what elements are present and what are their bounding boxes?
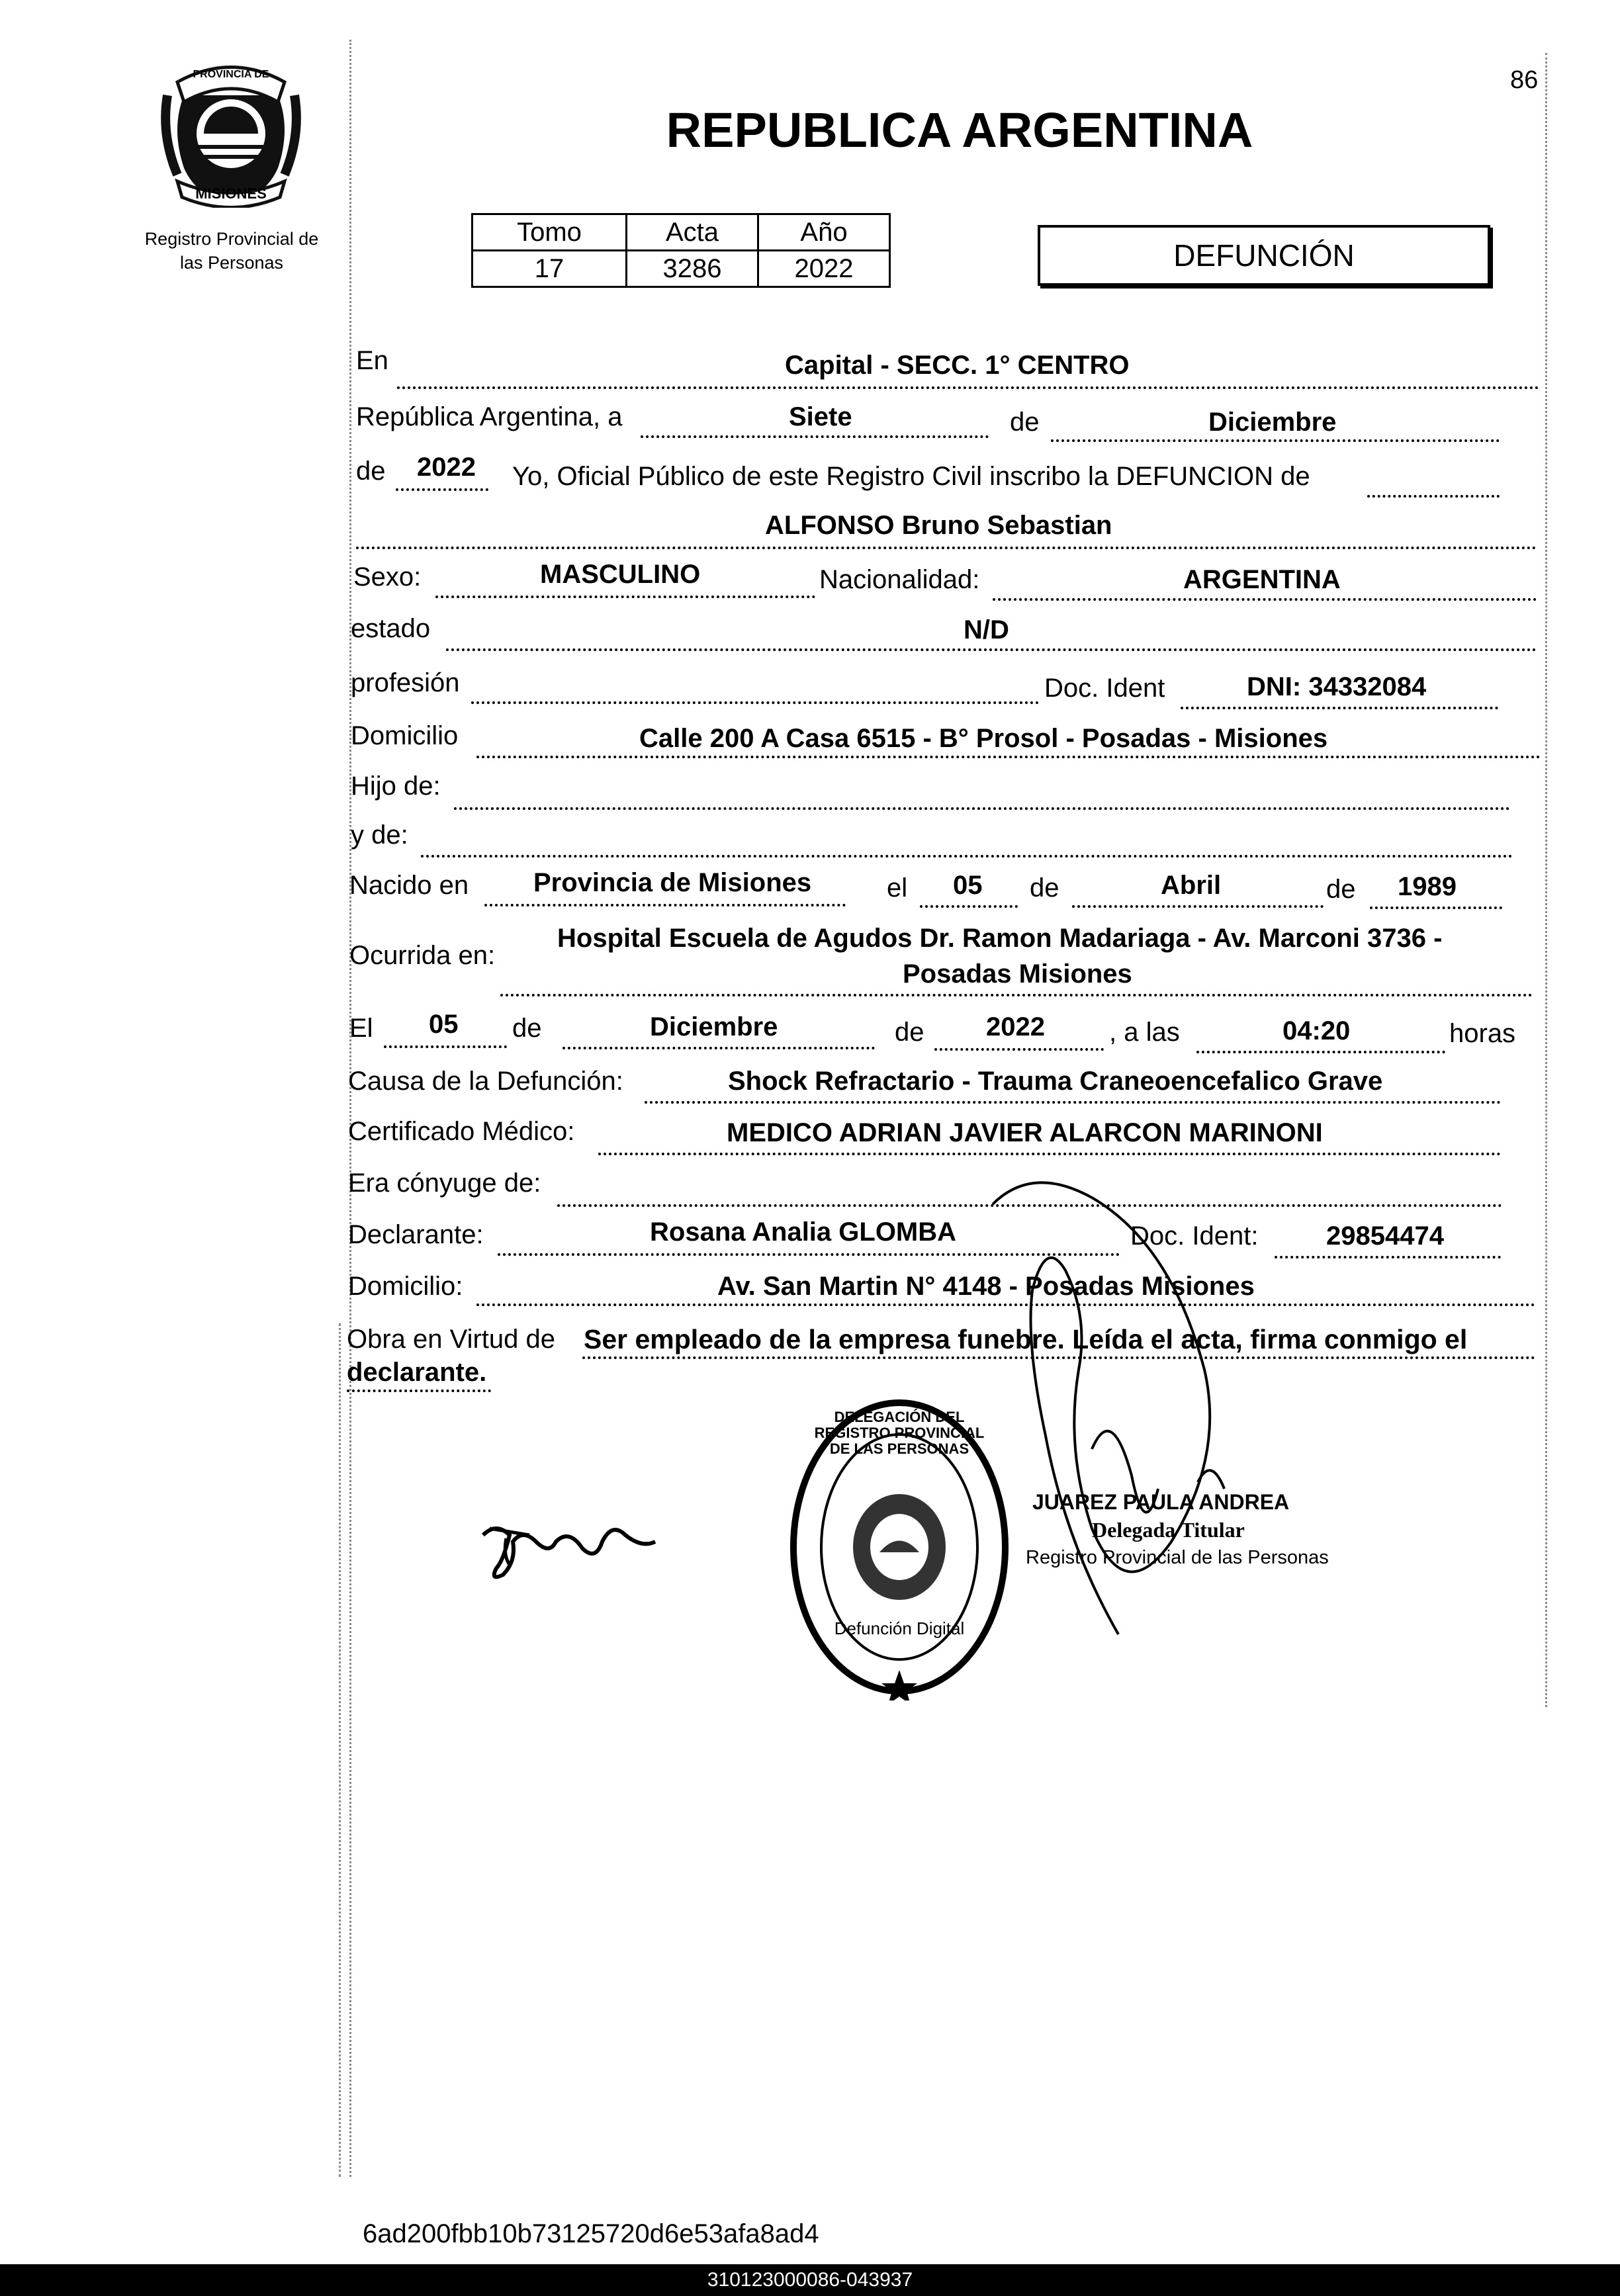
label-a-las: , a las <box>1109 1018 1180 1047</box>
official-signature <box>973 1171 1343 1674</box>
official-name: JUAREZ PAULA ANDREA <box>1032 1490 1290 1514</box>
document-type-box: DEFUNCIÓN <box>1038 225 1490 286</box>
value-def-mes: Diciembre <box>650 1012 778 1041</box>
official-title: Delegada Titular <box>1092 1518 1245 1542</box>
value-nombre: ALFONSO Bruno Sebastian <box>765 511 1112 540</box>
label-nacionalidad: Nacionalidad: <box>819 565 980 594</box>
leader-estado <box>446 648 1537 651</box>
value-hora: 04:20 <box>1282 1016 1351 1045</box>
value-nac-mes: Abril <box>1161 871 1222 900</box>
value-tomo: 17 <box>472 251 627 287</box>
header-anio: Año <box>758 214 890 251</box>
value-domicilio: Calle 200 A Casa 6515 - B° Prosol - Posadas - Misiones <box>639 724 1328 753</box>
label-domicilio: Domicilio <box>351 721 459 750</box>
left-margin-line-inner <box>339 1323 341 2177</box>
leader-def-dia <box>384 1045 507 1048</box>
header-tomo: Tomo <box>472 214 627 251</box>
label-ocurrida-en: Ocurrida en: <box>349 941 496 970</box>
leader-en <box>397 386 1539 389</box>
leader-dni <box>1181 707 1498 709</box>
label-yo: Yo, Oficial Público de este Registro Civil inscribo la DEFUNCION de <box>512 462 1310 491</box>
label-causa: Causa de la Defunción: <box>348 1067 623 1096</box>
value-acta: 3286 <box>627 251 758 287</box>
leader-def-anio <box>934 1048 1104 1051</box>
value-declarante-doc: 29854474 <box>1326 1221 1444 1251</box>
label-sexo: Sexo: <box>353 562 422 592</box>
label-profesion: profesión <box>351 668 460 697</box>
label-estado: estado <box>351 614 431 643</box>
document-hash: 6ad200fbb10b73125720d6e53afa8ad4 <box>363 2219 819 2248</box>
label-de-3: de <box>1030 873 1059 903</box>
label-obra: Obra en Virtud de <box>347 1325 556 1354</box>
value-nacido-lugar: Provincia de Misiones <box>533 868 812 897</box>
leader-profesion <box>471 701 1039 704</box>
leader-nac-dia <box>920 905 1018 908</box>
label-doc-ident: Doc. Ident <box>1044 674 1165 703</box>
leader-ocurrida <box>500 994 1533 996</box>
value-def-dia: 05 <box>429 1010 459 1039</box>
value-certificado: MEDICO ADRIAN JAVIER ALARCON MARINONI <box>727 1118 1323 1147</box>
leader-nombre <box>356 547 1537 549</box>
label-nacido-en: Nacido en <box>349 871 469 900</box>
label-de-2: de <box>356 457 386 486</box>
registry-name-line1: Registro Provincial de <box>144 229 319 249</box>
label-doc-ident-2: Doc. Ident: <box>1130 1221 1259 1251</box>
leader-nacionalidad <box>993 598 1537 601</box>
value-nac-dia: 05 <box>953 871 983 900</box>
value-declarante-dom: Av. San Martin N° 4148 - Posadas Misiones <box>717 1272 1255 1301</box>
leader-hora <box>1196 1051 1445 1053</box>
label-el: el <box>887 873 908 903</box>
label-el-cap: El <box>349 1014 373 1043</box>
leader-obra-2 <box>347 1390 491 1392</box>
stamp-inner-text: Defunción Digital <box>834 1618 965 1638</box>
label-de-4: de <box>1326 875 1356 904</box>
leader-nac-anio <box>1370 906 1502 909</box>
label-de-6: de <box>895 1018 924 1047</box>
footer-code: 310123000086-043937 <box>0 2264 1620 2296</box>
value-sexo: MASCULINO <box>540 560 701 589</box>
value-declarante: Rosana Analia GLOMBA <box>650 1217 957 1247</box>
value-lugar: Capital - SECC. 1° CENTRO <box>785 351 1130 380</box>
leader-y-de <box>421 855 1513 858</box>
leader-nac-mes <box>1072 905 1324 908</box>
value-dni: DNI: 34332084 <box>1247 672 1427 701</box>
label-de-1: de <box>1010 408 1040 437</box>
value-ocurrida-line2: Posadas Misiones <box>903 959 1132 989</box>
value-obra-line2: declarante. <box>347 1358 487 1387</box>
leader-yo <box>1367 495 1500 498</box>
page-title: REPUBLICA ARGENTINA <box>666 103 1253 157</box>
value-causa: Shock Refractario - Trauma Craneoencefalico Grave <box>728 1067 1383 1096</box>
leader-anio <box>396 488 488 491</box>
header-acta: Acta <box>627 214 758 251</box>
emblem-bottom-text: MISIONES <box>195 185 267 202</box>
value-def-anio: 2022 <box>986 1012 1045 1041</box>
left-margin-line <box>349 40 351 2177</box>
label-certificado: Certificado Médico: <box>348 1117 575 1146</box>
label-republica: República Argentina, a <box>356 402 623 431</box>
label-y-de: y de: <box>351 820 408 850</box>
value-anio: 2022 <box>758 251 890 287</box>
value-obra-line1: Ser empleado de la empresa funebre. Leída el acta, firma conmigo el <box>584 1324 1468 1354</box>
value-nacionalidad: ARGENTINA <box>1183 565 1341 594</box>
label-hijo-de: Hijo de: <box>351 772 441 801</box>
leader-hijo-de <box>454 807 1510 810</box>
leader-dia <box>641 435 989 438</box>
leader-causa <box>645 1101 1501 1104</box>
leader-def-mes <box>562 1047 875 1049</box>
value-estado: N/D <box>964 615 1009 644</box>
leader-sexo <box>435 596 815 598</box>
value-anio: 2022 <box>417 453 476 482</box>
misiones-coat-of-arms-icon <box>158 56 304 208</box>
label-en: En <box>356 346 388 375</box>
value-mes: Diciembre <box>1208 408 1337 437</box>
record-table <box>471 213 891 288</box>
leader-certificado <box>598 1153 1501 1155</box>
label-de-5: de <box>512 1014 542 1043</box>
page-number: 86 <box>1510 66 1539 94</box>
declarant-signature <box>470 1502 668 1588</box>
label-domicilio-2: Domicilio: <box>348 1272 463 1301</box>
value-nac-anio: 1989 <box>1398 872 1457 901</box>
right-margin-line <box>1545 53 1547 1707</box>
leader-mes <box>1051 439 1500 442</box>
value-dia: Siete <box>789 402 852 431</box>
label-horas: horas <box>1449 1019 1516 1048</box>
stamp-outer-text: DELEGACIÓN DEL REGISTRO PROVINCIAL DE LAS PERSONAS <box>814 1409 985 1458</box>
label-conyuge: Era cónyuge de: <box>348 1169 541 1198</box>
official-office: Registro Provincial de las Personas <box>1026 1547 1329 1568</box>
leader-domicilio <box>476 756 1541 758</box>
value-ocurrida-line1: Hospital Escuela de Agudos Dr. Ramon Madariaga - Av. Marconi 3736 - <box>557 924 1443 953</box>
emblem-top-text: PROVINCIA DE <box>193 69 269 80</box>
leader-nacido-lugar <box>484 904 846 906</box>
label-declarante: Declarante: <box>348 1220 484 1249</box>
record-table-value-row <box>472 251 890 287</box>
registry-name-line2: las Personas <box>179 253 284 273</box>
record-table-header-row <box>472 214 890 251</box>
